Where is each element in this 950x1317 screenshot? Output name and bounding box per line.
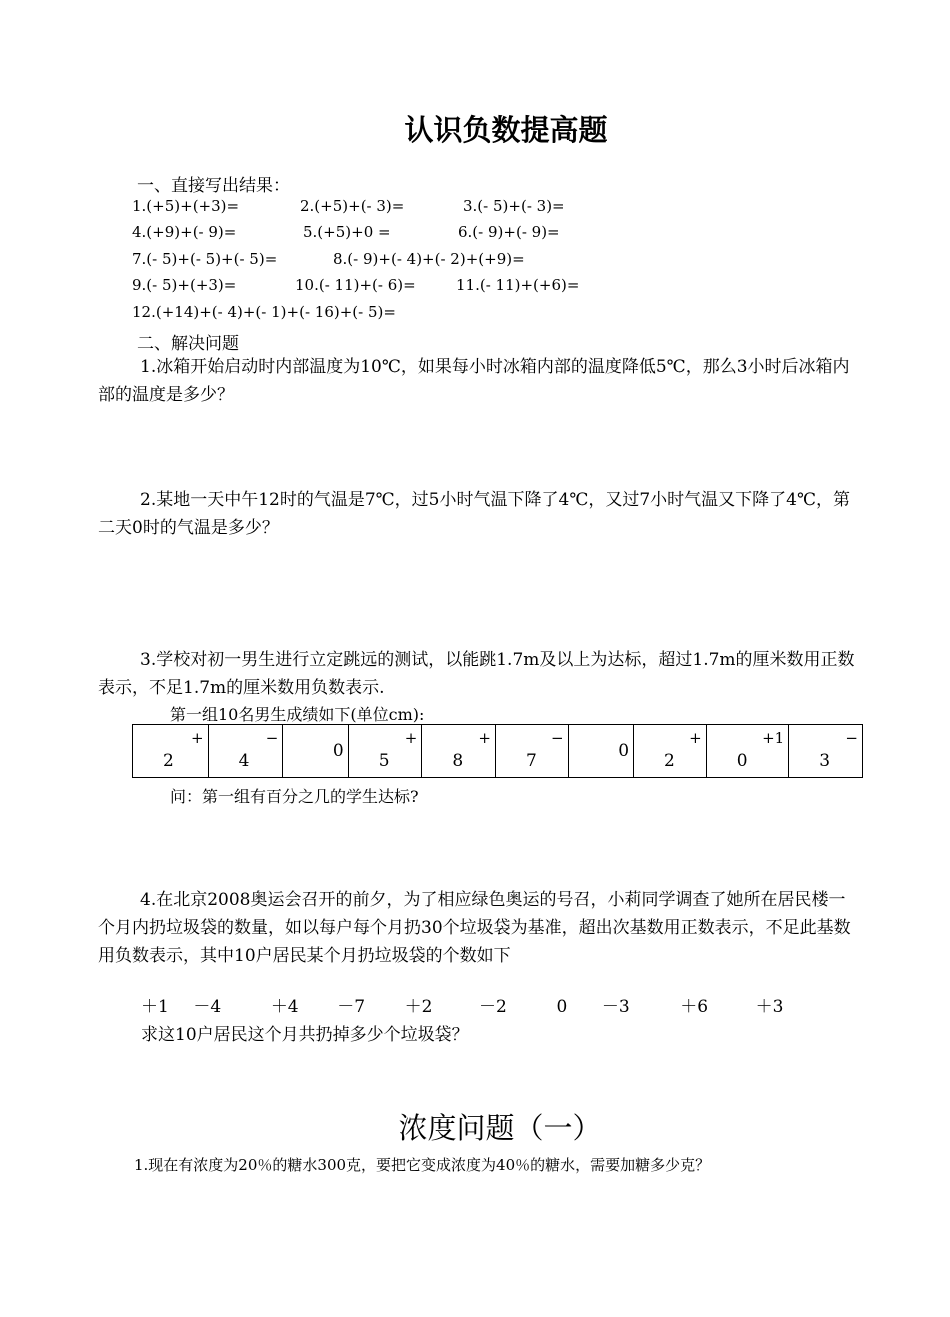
exercise-11: 11.(- 11)+(+6)= [456, 276, 580, 294]
exercise-1: 1.(+5)+(+3)= [132, 197, 240, 215]
page-title: 认识负数提高题 [404, 113, 608, 147]
score-value: 2 [163, 751, 174, 771]
list-item: －2 [479, 997, 507, 1017]
score-sign: + [478, 729, 491, 747]
score-sign: + [404, 729, 418, 747]
list-item: －4 [193, 997, 222, 1017]
score-cell [133, 725, 209, 778]
exercise-6: 6.(- 9)+(- 9)= [458, 223, 560, 241]
question-4: 4.在北京2008奥运会召开的前夕，为了相应绿色奥运的号召，小莉同学调查了她所在居民楼一个月内扔垃圾袋的数量，如以每户每个月扔30个垃圾袋为基准，超出次基数用正数表示，不足此基数用负数表示，其中10户居民某个月扔垃圾袋的个数如下 [98, 890, 851, 966]
score-cell [706, 725, 789, 778]
exercise-8: 8.(- 9)+(- 4)+(- 2)+(+9)= [333, 250, 525, 268]
table-caption: 第一组10名男生成绩如下(单位cm): [170, 705, 425, 724]
score-value: 2 [664, 751, 675, 771]
score-sign: − [551, 729, 564, 747]
score-value: 8 [452, 751, 464, 771]
list-item: ＋3 [755, 997, 784, 1017]
score-cell [568, 725, 633, 778]
section-heading-1: 一、直接写出结果： [137, 176, 290, 196]
exercise-5: 5.(+5)+0 = [303, 223, 391, 241]
score-sign: +1 [762, 729, 785, 747]
score-value: 7 [525, 751, 537, 771]
section-heading-2: 二、解决问题 [137, 334, 239, 354]
score-sign: + [689, 729, 702, 747]
exercise-4: 4.(+9)+(- 9)= [132, 223, 237, 241]
list-item: －7 [337, 997, 366, 1017]
score-value: 4 [238, 751, 250, 771]
question-4-prompt: 求这10户居民这个月共扔掉多少个垃圾袋？ [141, 1025, 469, 1045]
exercise-12: 12.(+14)+(- 4)+(- 1)+(- 16)+(- 5)= [132, 303, 396, 321]
score-sign: + [191, 729, 204, 747]
question-1: 1.冰箱开始启动时内部温度为10℃，如果每小时冰箱内部的温度降低5℃，那么3小时后冰箱内部的温度是多少？ [98, 357, 850, 405]
score-value: 0 [736, 751, 748, 771]
score-sign: − [265, 729, 279, 747]
list-item: 0 [556, 997, 568, 1017]
score-cell [789, 725, 863, 778]
score-value: 5 [378, 751, 390, 771]
score-sign: − [845, 729, 858, 747]
question-3: 3.学校对初一男生进行立定跳远的测试，以能跳1.7m及以上为达标，超过1.7m的厘米数用正数表示，不足1.7m的厘米数用负数表示. [98, 650, 855, 698]
list-item: ＋6 [680, 997, 709, 1017]
score-cell [495, 725, 568, 778]
list-item: ＋2 [404, 997, 433, 1017]
list-item: ＋1 [141, 997, 169, 1017]
garbage-values-row [141, 992, 784, 1017]
exercise-10: 10.(- 11)+(- 6)= [295, 276, 416, 294]
score-cell [208, 725, 283, 778]
list-item: ＋4 [270, 997, 299, 1017]
list-item: －3 [601, 997, 630, 1017]
scores-table [132, 724, 863, 778]
table-row [133, 725, 863, 778]
score-value: 0 [618, 741, 630, 761]
exercise-2: 2.(+5)+(- 3)= [300, 197, 405, 215]
exercise-9: 9.(- 5)+(+3)= [132, 276, 237, 294]
score-value: 0 [332, 741, 344, 761]
question-3-prompt: 问：第一组有百分之几的学生达标? [170, 787, 419, 806]
exercise-3: 3.(- 5)+(- 3)= [463, 197, 565, 215]
score-value: 3 [819, 751, 831, 771]
concentration-question-1: 1.现在有浓度为20％的糖水300克，要把它变成浓度为40％的糖水，需要加糖多少克？ [134, 1156, 711, 1174]
section-title-2: 浓度问题（一） [398, 1111, 602, 1145]
exercise-7: 7.(- 5)+(- 5)+(- 5)= [132, 250, 278, 268]
score-cell [422, 725, 496, 778]
score-cell [283, 725, 348, 778]
question-2: 2.某地一天中午12时的气温是7℃，过5小时气温下降了4℃，又过7小时气温又下降了4℃，第二天0时的气温是多少？ [98, 490, 850, 538]
score-cell [348, 725, 422, 778]
score-cell [634, 725, 707, 778]
